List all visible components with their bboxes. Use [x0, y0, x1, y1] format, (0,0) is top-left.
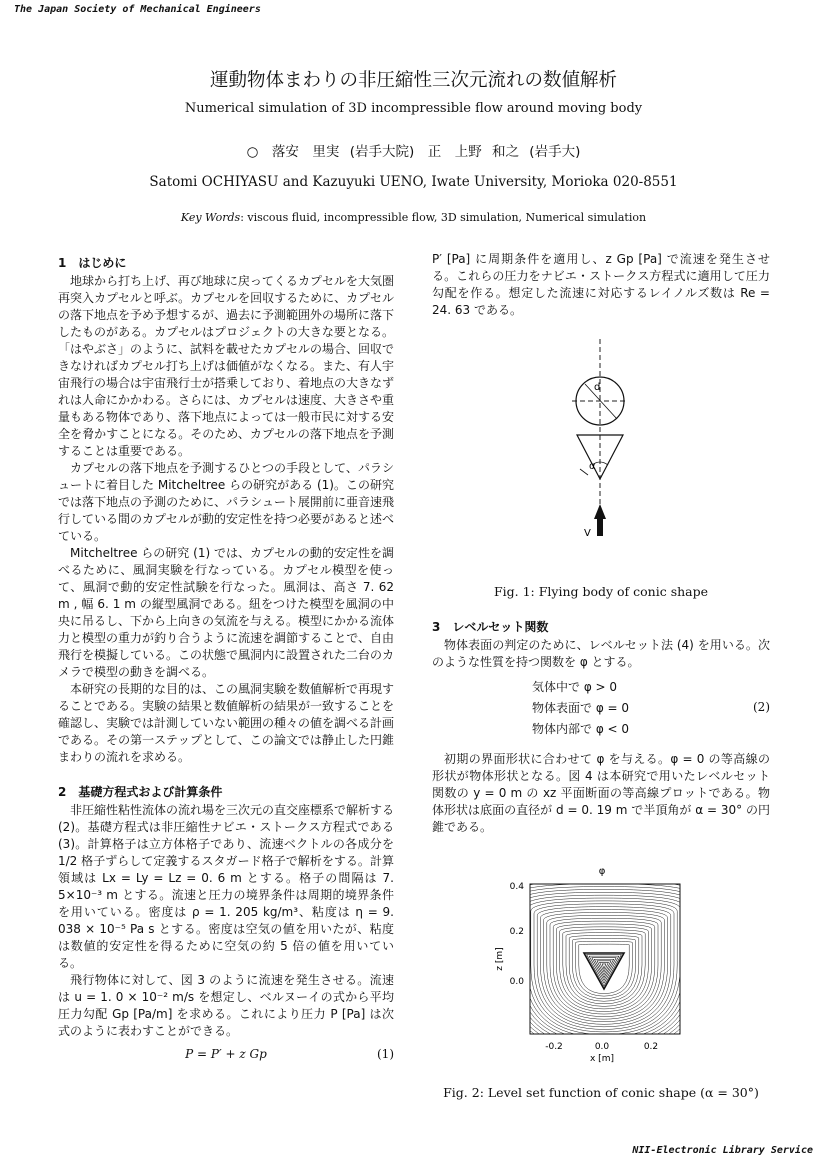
plot-top-label: φ	[598, 866, 606, 877]
left-column	[58, 255, 394, 1068]
case-gas: 気体中で φ > 0	[532, 680, 618, 694]
x-tick-neg-0.2: -0.2	[545, 1042, 563, 1052]
s1-paragraph-1: 地球から打ち上げ、再び地球に戻ってくるカプセルを大気圏再突入カプセルと呼ぶ。カプセルを回収するために、カプセルの落下地点を予め予想するが、過去に予測範囲外の場所に落下したものがある。カプセルはプロジェクトの大きな要となる。「はやぶさ」のように、試料を載せたカプセルの場合、回収できなければカプセル打ち上げは価値がなくなる。また、有人宇宙飛行の場合は宇宙飛行士が搭乗しており、着地点の大きなずれは人命にかかわる。さらには、カプセルは速度、大きさや重量もある物体であり、落下地点によっては一般市民に対する安全を脅かすことになる。そのため、カプセルの落下地点を予測することは重要である。	[58, 274, 395, 458]
right-column	[432, 251, 770, 1142]
title-jp: 運動物体まわりの非圧縮性三次元流れの数値解析	[209, 70, 617, 91]
s1-paragraph-3: Mitcheltree らの研究 (1) では、カプセルの動的安定性を調べるために、風洞実験を行なっている。カプセル模型を使って、風洞で動的安定性試験を行なった。風洞は、高さ 7. 62 m , 幅 6. 1 m の縦型風洞である。紐をつけた模型を風洞の中央に吊るし、下から上向きの気流を与える。模型にかかる流体力と模型の重力が釣り合うように流速を調節することで、自由飛行を模擬している。この状態で風洞内に設置された二台のカメラで模型の動きを調べる。	[58, 546, 395, 679]
velocity-label: V	[584, 528, 591, 539]
equation-2-number: (2)	[753, 700, 770, 714]
section-3-heading: 3 レベルセット関数	[432, 620, 549, 634]
s2-paragraph-2: 飛行物体に対して、図 3 のように流速を発生させる。流速は u = 1. 0 × 10⁻² m/s を想定し、ベルヌーイの式から平均圧力勾配 Gp [Pa/m] を求める。これにより圧力 P [Pa] は次式のように表わすことができる。	[58, 973, 394, 1038]
equation-1-body: P = P′ + z Gp	[185, 1047, 267, 1061]
x-axis-label: x [m]	[590, 1054, 614, 1064]
s2-paragraph-1: 非圧縮性粘性流体の流れ場を三次元の直交座標系で解析する (2)。基礎方程式は非圧縮性ナビエ・ストークス方程式である (3)。計算格子は立方体格子であり、流速ベクトルの各成分を 1/2 格子ずらして定義するスタガード格子で解析をする。計算領域は Lx = Ly = Lz = 0. 6 m とする。格子の間隔は 7. 5×10⁻³ m とする。流速と圧力の境界条件は周期的境界条件を用いている。密度は ρ = 1. 205 kg/m³、粘度は η = 9. 038 × 10⁻⁵ Pa s とする。密度は空気の値を用いたが、粘度は数値的安定性を得るために空気の約 5 倍の値を用いている。	[58, 803, 395, 970]
figure-1-caption: Fig. 1: Flying body of conic shape	[493, 584, 709, 599]
x-tick-0.0: 0.0	[594, 1042, 610, 1052]
level-set-contour-plot	[432, 862, 770, 1117]
diameter-label: d	[594, 382, 601, 393]
authors-jp: ○ 落安 里実 (岩手大院) 正 上野 和之 (岩手大)	[246, 144, 581, 160]
title-en: Numerical simulation of 3D incompressible flow around moving body	[184, 101, 643, 116]
equation-1	[58, 1046, 394, 1068]
footer-service: NII-Electronic Library Service	[632, 1145, 813, 1156]
figure-1	[432, 319, 770, 599]
s1-paragraph-4: 本研究の長期的な目的は、この風洞実験を数値解析で再現することである。実験の結果と数値解析の結果が一致することを確認し、実験では計測していない範囲の種々の値を調べる計画である。その第一ステップとして、この論文では静止した円錐まわりの流れを求める。	[58, 682, 395, 764]
alpha-label: α	[589, 461, 596, 472]
conic-body-diagram	[432, 339, 770, 554]
s3-paragraph-1: 物体表面の判定のために、レベルセット法 (4) を用いる。次のような性質を持つ関数を φ とする。	[432, 638, 770, 669]
y-tick-0.4: 0.4	[509, 882, 524, 892]
x-tick-0.2: 0.2	[643, 1042, 659, 1052]
authors-en: Satomi OCHIYASU and Kazuyuki UENO, Iwate University, Morioka 020-8551	[149, 174, 678, 190]
y-tick-0.2: 0.2	[509, 927, 524, 937]
journal-header: The Japan Society of Mechanical Engineers	[14, 4, 261, 15]
section-1-heading: 1 はじめに	[58, 256, 127, 270]
equation-2	[432, 679, 770, 743]
keywords	[0, 211, 827, 224]
y-tick-0.0: 0.0	[509, 977, 524, 987]
keywords-text: : viscous fluid, incompressible flow, 3D simulation, Numerical simulation	[240, 211, 647, 224]
s2-paragraph-3: P′ [Pa] に周期条件を適用し、z Gp [Pa] で流速を発生させる。これらの圧力をナビエ・ストークス方程式に適用して圧力勾配を作る。想定した流速に対応するレイノルズ数は Re = 24. 63 である。	[432, 252, 770, 317]
section-2-heading: 2 基礎方程式および計算条件	[58, 785, 223, 799]
y-axis-label: z [m]	[495, 947, 505, 971]
case-interior: 物体内部で φ < 0	[532, 722, 630, 736]
keywords-label: Key Words	[180, 211, 241, 224]
s1-paragraph-2: カプセルの落下地点を予測するひとつの手段として、パラシュートに着目した Mitcheltree らの研究がある (1)。この研究では落下地点の予測のために、パラシュート展開前に亜音速飛行している間のカプセルが動的安定性を持つ必要があると述べている。	[58, 461, 394, 543]
case-surface: 物体表面で φ = 0	[532, 701, 630, 715]
figure-2	[432, 862, 770, 1142]
s3-paragraph-2: 初期の界面形状に合わせて φ を与える。φ = 0 の等高線の形状が物体形状となる。図 4 は本研究で用いたレベルセット関数の y = 0 m の xz 平面断面の等高線プロットである。物体形状は底面の直径が d = 0. 19 m で半頂角が α = 30° の円錐である。	[432, 752, 770, 834]
equation-1-number: (1)	[377, 1047, 394, 1061]
figure-2-caption: Fig. 2: Level set function of conic shape (α = 30°)	[443, 1085, 759, 1100]
